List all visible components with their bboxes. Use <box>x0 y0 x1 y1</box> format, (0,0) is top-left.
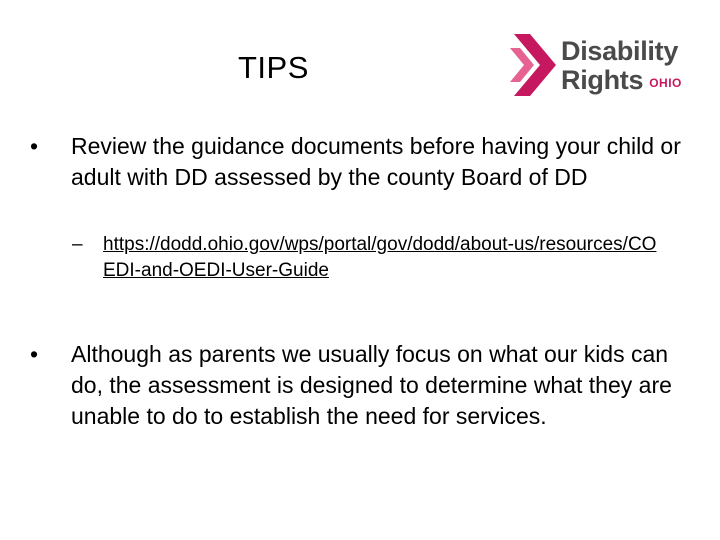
bullet-marker: • <box>30 341 39 367</box>
bullet-text: Although as parents we usually focus on what our kids can do, the assessment is designed to determine what they are unable to do to establish the need for services. <box>71 341 672 429</box>
logo-text-disability: Disability <box>561 36 679 66</box>
sub-bullet-marker: – <box>72 234 83 255</box>
chevron-logo-icon <box>510 34 556 96</box>
disability-rights-ohio-logo <box>510 34 700 98</box>
bullet-item-assessment <box>30 339 700 467</box>
bullet-marker: • <box>30 133 39 159</box>
slide-title: TIPS <box>238 50 309 85</box>
logo-text-rights: Rights <box>561 65 644 95</box>
logo-text-ohio: OHIO <box>649 76 682 90</box>
bullet-text: Review the guidance documents before having your child or adult with DD assessed by the county Board of DD <box>71 133 681 190</box>
logo-text-rights-line <box>561 65 682 98</box>
bullet-item-review <box>30 131 700 227</box>
user-guide-link[interactable]: https://dodd.ohio.gov/wps/portal/gov/dodd/about-us/resources/COEDI-and-OEDI-User-Guide <box>103 234 657 281</box>
